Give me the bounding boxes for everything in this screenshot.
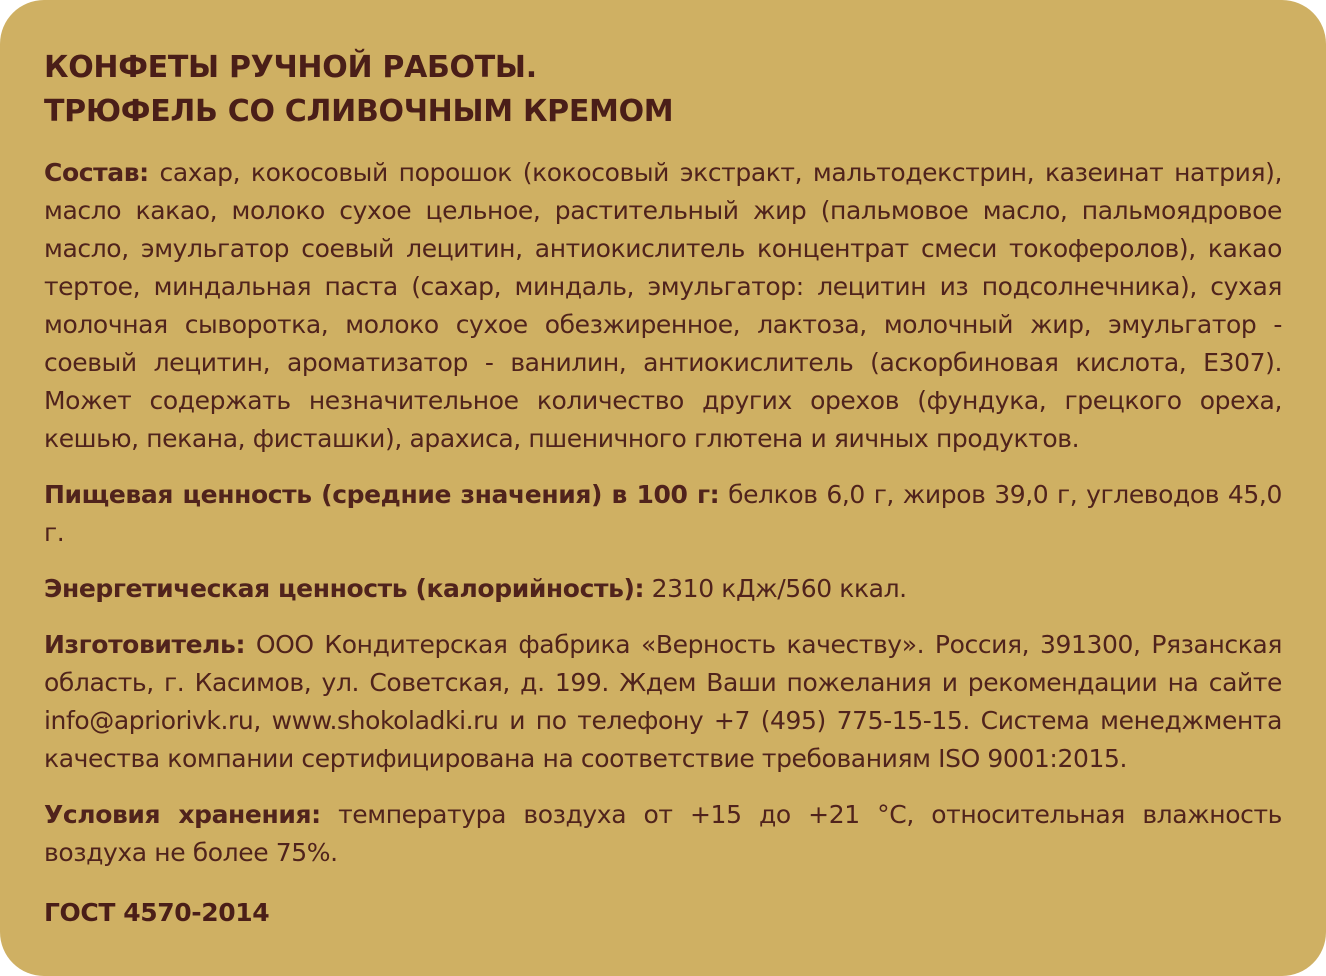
nutrition-section <box>44 476 1282 552</box>
gost-standard: ГОСТ 4570-2014 <box>44 898 270 927</box>
storage-section <box>44 796 1282 872</box>
storage-text: температура воздуха от +15 до +21 °С, относительная влажность воздуха не более 75%. <box>44 800 1282 867</box>
nutrition-text: белков 6,0 г, жиров 39,0 г, углеводов 45,0 г. <box>44 480 1282 547</box>
energy-section <box>44 570 1282 608</box>
energy-text: 2310 кДж/560 ккал. <box>651 574 907 603</box>
energy-label: Энергетическая ценность (калорийность): <box>44 574 645 603</box>
composition-text: сахар, кокосовый порошок (кокосовый экстракт, мальтодекстрин, казеинат натрия), масло какао, молоко сухое цельное, растительный жир (пальмовое масло, пальмоядровое масло, эмульгатор соевый лецитин, антиокислитель концентрат смеси токоферолов), какао тертое, миндальная паста (сахар, миндаль, эмульгатор: лецитин из подсолнечника), сухая молочная сыворотка, молоко сухое обезжиренное, лактоза, молочный жир, эмульгатор - соевый лецитин, ароматизатор - ванилин, антиокислитель (аскорбиновая кислота, Е307). Может содержать незначительное количество других орехов (фундука, грецкого ореха, кешью, пекана, фисташки), арахиса, пшеничного глютена и яичных продуктов. <box>44 158 1282 453</box>
title-line-1: КОНФЕТЫ РУЧНОЙ РАБОТЫ. <box>44 50 537 85</box>
composition-section <box>44 154 1282 458</box>
storage-label: Условия хранения: <box>44 800 321 829</box>
title-line-2: ТРЮФЕЛЬ СО СЛИВОЧНЫМ КРЕМОМ <box>44 94 674 129</box>
composition-label: Состав: <box>44 158 149 187</box>
nutrition-label: Пищевая ценность (средние значения) в 100 г: <box>44 480 720 509</box>
manufacturer-label: Изготовитель: <box>44 630 246 659</box>
manufacturer-text: ООО Кондитерская фабрика «Верность качеству». Россия, 391300, Рязанская область, г. Касимов, ул. Советская, д. 199. Ждем Ваши пожелания и рекомендации на сайте info@apriorivk.ru, www.shokoladki.ru и по телефону +7 (495) 775-15-15. Система менеджмента качества компании сертифицирована на соответствие требованиям ISO 9001:2015. <box>44 630 1282 773</box>
product-title <box>44 46 1282 134</box>
manufacturer-section <box>44 626 1282 778</box>
